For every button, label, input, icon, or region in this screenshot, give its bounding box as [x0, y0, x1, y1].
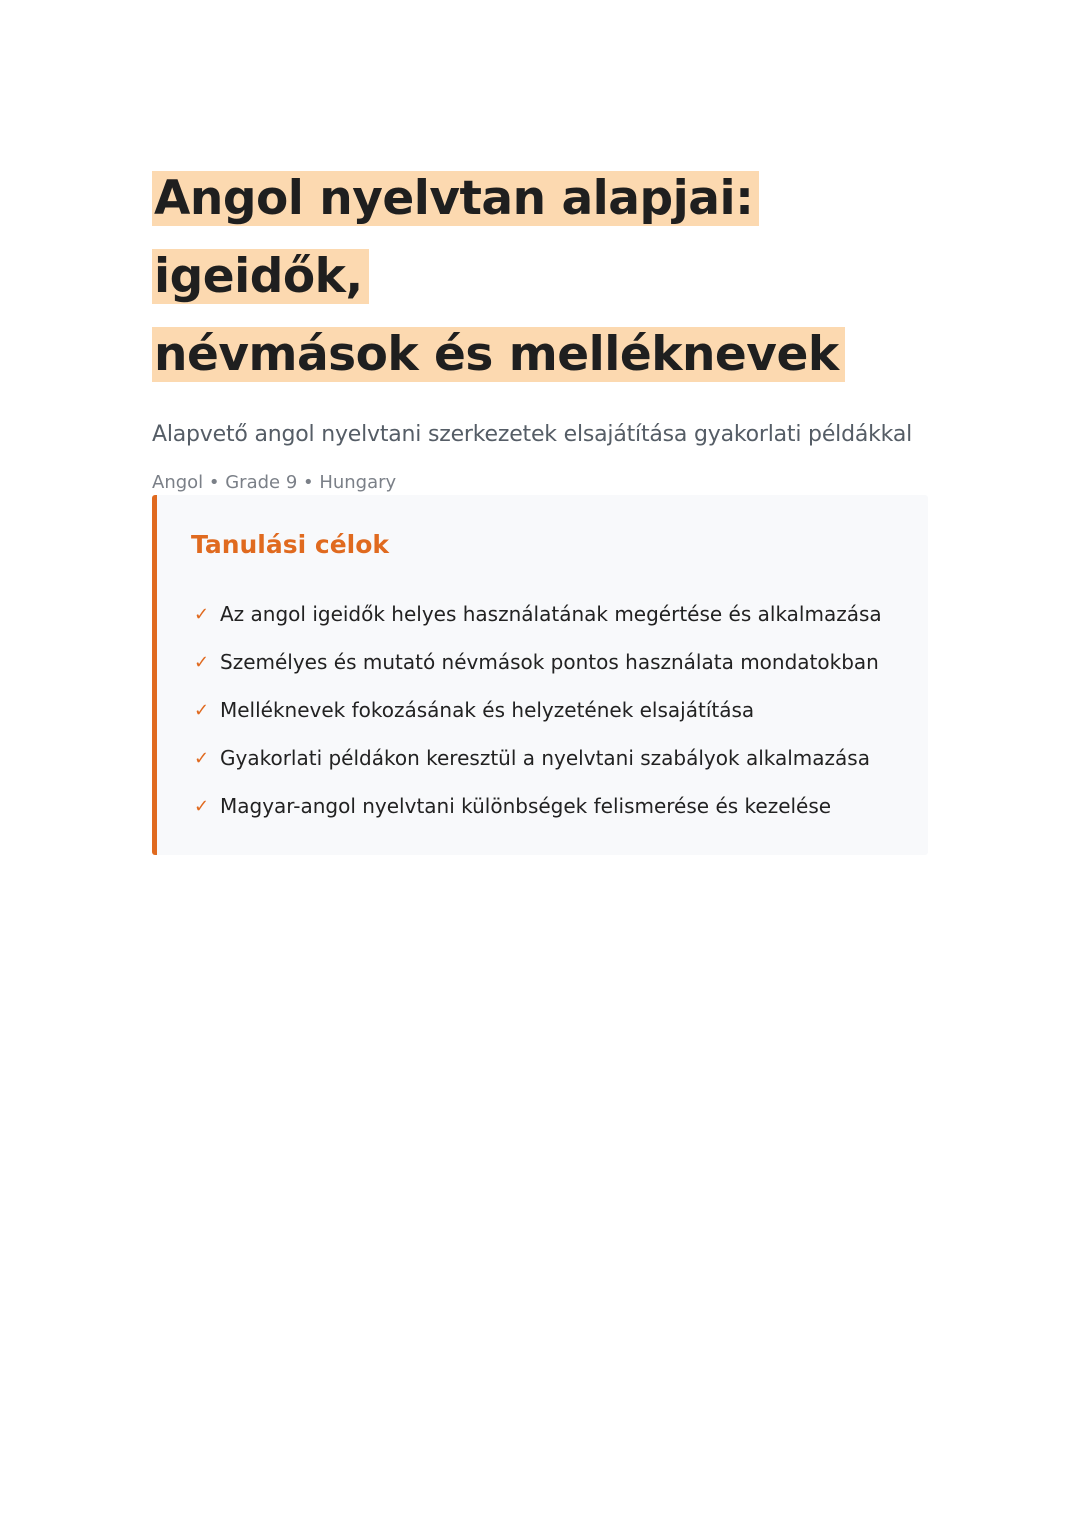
goal-text: Személyes és mutató névmások pontos használata mondatokban — [220, 650, 879, 674]
learning-goals-title: Tanulási célok — [191, 530, 390, 559]
goal-text: Magyar-angol nyelvtani különbségek felismerése és kezelése — [220, 794, 832, 818]
list-item — [194, 734, 882, 782]
page-subtitle: Alapvető angol nyelvtani szerkezetek elsajátítása gyakorlati példákkal — [152, 422, 913, 447]
page-header — [152, 160, 928, 818]
list-item — [194, 686, 882, 734]
list-item — [194, 638, 882, 686]
title-line-2: névmások és melléknevek — [152, 327, 845, 382]
check-icon: ✓ — [194, 651, 210, 673]
check-icon: ✓ — [194, 747, 210, 769]
learning-goals-box — [152, 495, 928, 855]
goal-text: Az angol igeidők helyes használatának megértése és alkalmazása — [220, 602, 882, 626]
list-item — [194, 590, 882, 638]
goal-text: Melléknevek fokozásának és helyzetének elsajátítása — [220, 698, 755, 722]
page-title — [152, 160, 928, 394]
title-line-1: Angol nyelvtan alapjai: igeidők, — [152, 171, 759, 304]
check-icon: ✓ — [194, 699, 210, 721]
check-icon: ✓ — [194, 603, 210, 625]
page-meta: Angol • Grade 9 • Hungary — [152, 472, 397, 493]
learning-goals-list — [194, 590, 882, 830]
list-item — [194, 782, 882, 830]
check-icon: ✓ — [194, 795, 210, 817]
goal-text: Gyakorlati példákon keresztül a nyelvtani szabályok alkalmazása — [220, 746, 870, 770]
